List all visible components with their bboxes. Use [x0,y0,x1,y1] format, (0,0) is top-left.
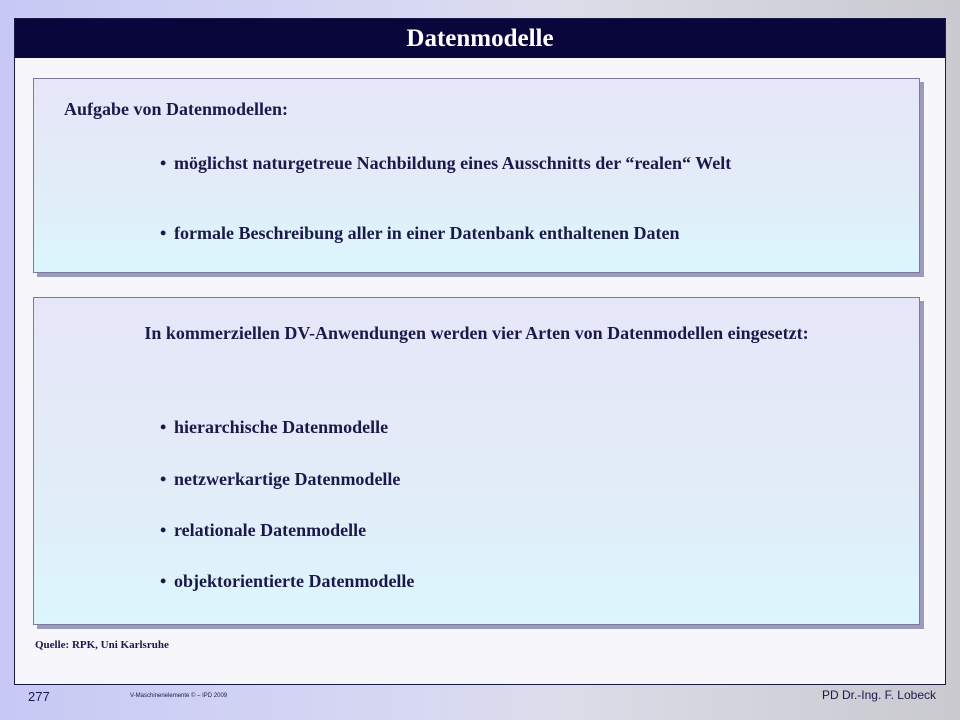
bullet-icon: • [160,571,167,591]
list-item [160,417,388,438]
list-item [160,223,680,244]
course-note: V-Maschinenelemente © – IPD 2009 [130,693,228,699]
model-types-heading: In kommerziellen DV-Anwendungen werden vier Arten von Datenmodellen eingesetzt: [144,323,809,343]
page-number: 277 [28,689,50,704]
author-name: PD Dr.-Ing. F. Lobeck [821,688,936,702]
model-types-panel [33,297,920,625]
bullet-icon: • [160,223,167,243]
task-panel [33,78,920,273]
source-note: Quelle: RPK, Uni Karlsruhe [35,639,169,651]
list-item-text: netzwerkartige Datenmodelle [174,469,401,489]
bullet-icon: • [160,417,167,437]
bullet-icon: • [160,520,167,540]
list-item [160,153,731,174]
list-item [160,571,414,592]
list-item-text: hierarchische Datenmodelle [174,417,389,437]
list-item-text: formale Beschreibung aller in einer Datenbank enthaltenen Daten [174,223,680,243]
bullet-icon: • [160,469,167,489]
list-item [160,469,400,490]
list-item [160,520,366,541]
bullet-icon: • [160,153,167,173]
slide-title: Datenmodelle [15,19,945,58]
list-item-text: objektorientierte Datenmodelle [174,571,415,591]
slide-frame [14,18,946,685]
list-item-text: relationale Datenmodelle [174,520,367,540]
list-item-text: möglichst naturgetreue Nachbildung eines Ausschnitts der “realen“ Welt [174,153,732,173]
task-heading: Aufgabe von Datenmodellen: [64,99,288,119]
